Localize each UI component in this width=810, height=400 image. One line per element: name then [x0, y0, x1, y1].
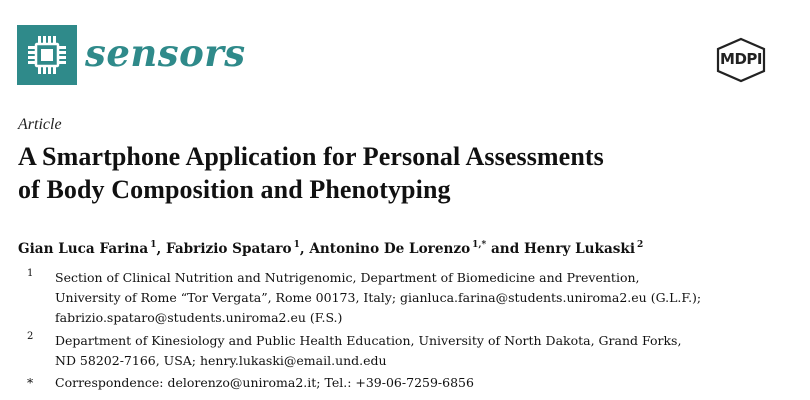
- mdpi-logo: [715, 37, 767, 83]
- affiliation: [0, 331, 810, 373]
- affiliation-line: ND 58202-7166, USA; henry.lukaski@email.und.edu: [55, 353, 387, 368]
- affiliation-mark: 1: [27, 268, 34, 279]
- author-affiliation-mark: 1: [150, 240, 157, 250]
- affiliation-mark: 2: [27, 331, 34, 342]
- affiliation-line: Department of Kinesiology and Public Health Education, University of North Dakota, Grand Forks,: [55, 333, 682, 348]
- affiliation-line: University of Rome “Tor Vergata”, Rome 00173, Italy; gianluca.farina@students.uniroma2.eu (G.L.F.);: [55, 290, 702, 305]
- title-line: of Body Composition and Phenotyping: [18, 175, 451, 204]
- author-name: Henry Lukaski: [523, 241, 636, 257]
- journal-name: sensors: [85, 31, 246, 75]
- affiliation-line: Section of Clinical Nutrition and Nutrigenomic, Department of Biomedicine and Prevention,: [55, 270, 640, 285]
- author-list: [18, 234, 643, 260]
- affiliation: [0, 268, 810, 338]
- affiliation-line: fabrizio.spataro@students.uniroma2.eu (F.S.): [55, 310, 343, 325]
- author-separator: and: [491, 241, 520, 257]
- author-affiliation-mark: 1,*: [472, 240, 487, 250]
- author-separator: ,: [156, 241, 162, 257]
- author-separator: ,: [299, 241, 305, 257]
- author-name: Antonino De Lorenzo: [309, 241, 471, 257]
- correspondence: [0, 373, 810, 395]
- mdpi-logo-text: MDPI: [720, 50, 762, 68]
- correspondence-mark: *: [27, 375, 34, 390]
- sensors-logo-chip-icon: [17, 25, 77, 85]
- author-affiliation-mark: 2: [637, 240, 644, 250]
- author-affiliation-mark: 1: [293, 240, 300, 250]
- article-title: [18, 140, 798, 206]
- author-name: Fabrizio Spataro: [165, 241, 292, 257]
- author-name: Gian Luca Farina: [18, 241, 149, 257]
- title-line: A Smartphone Application for Personal Assessments: [18, 142, 604, 171]
- correspondence-text: Correspondence: delorenzo@uniroma2.it; Tel.: +39-06-7259-6856: [55, 375, 474, 390]
- article-type-label: Article: [18, 116, 62, 133]
